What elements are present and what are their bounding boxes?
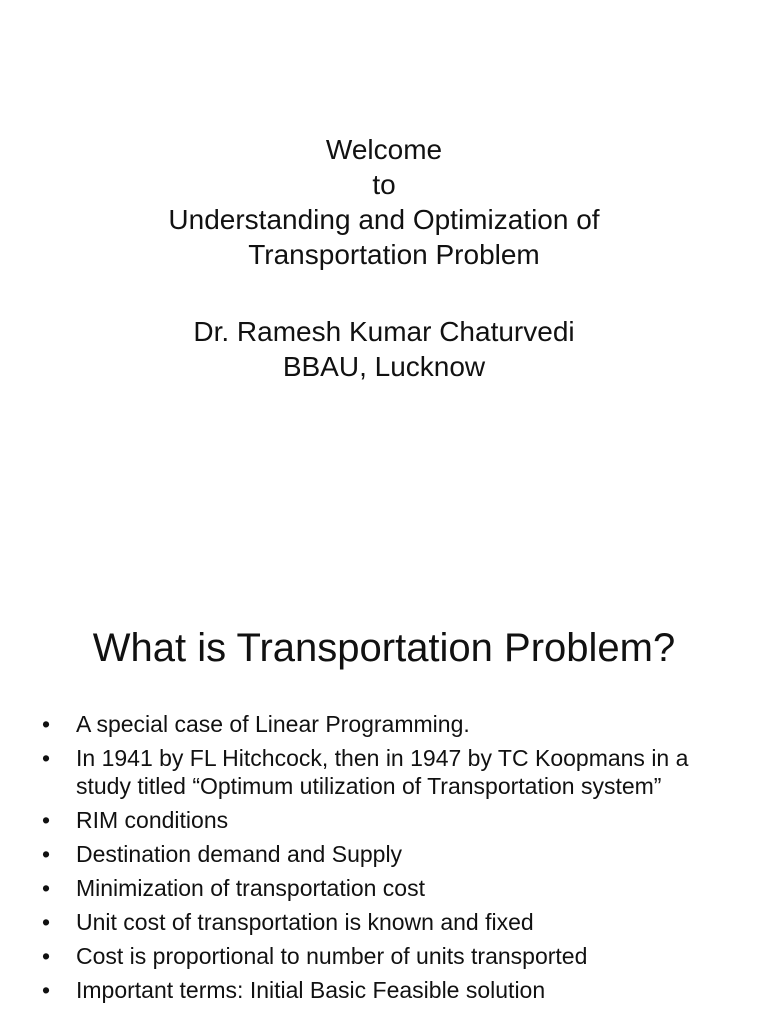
list-item [42,908,732,936]
bullet-marker: • [42,745,51,772]
bullet-text: Cost is proportional to number of units transported [76,943,588,970]
bullet-text: Unit cost of transportation is known and fixed [76,909,534,936]
bullet-text: Minimization of transportation cost [76,875,425,902]
slide-title: What is Transportation Problem? [92,626,676,670]
list-item [42,744,732,800]
author-name: Dr. Ramesh Kumar Chaturvedi [193,316,575,347]
bullet-marker: • [42,875,51,902]
course-title-line-1: Understanding and Optimization of [168,204,600,235]
bullet-text: Destination demand and Supply [76,841,403,868]
bullet-list [42,710,732,1010]
title-text-block [0,132,768,384]
bullet-text: A special case of Linear Programming. [76,711,470,737]
content-slide [0,576,768,1024]
list-item [42,840,732,868]
author-affiliation: BBAU, Lucknow [282,351,486,382]
bullet-marker: • [42,909,51,936]
to-line: to [372,169,396,200]
list-item [42,806,732,834]
course-title-line-2: Transportation Problem [248,239,540,270]
bullet-text: In 1941 by FL Hitchcock, then in 1947 by TC Koopmans in a study titled “Optimum utilization of Transportation system” [76,745,689,800]
list-item [42,710,732,738]
bullet-marker: • [42,977,51,1004]
list-item [42,942,732,970]
bullet-text: Important terms: Initial Basic Feasible solution [76,977,546,1004]
welcome-line: Welcome [325,134,443,165]
list-item [42,976,732,1004]
bullet-marker: • [42,943,51,970]
bullet-marker: • [42,711,51,737]
bullet-text: RIM conditions [76,807,229,834]
bullet-marker: • [42,807,51,834]
list-item [42,874,732,902]
bullet-marker: • [42,841,51,868]
